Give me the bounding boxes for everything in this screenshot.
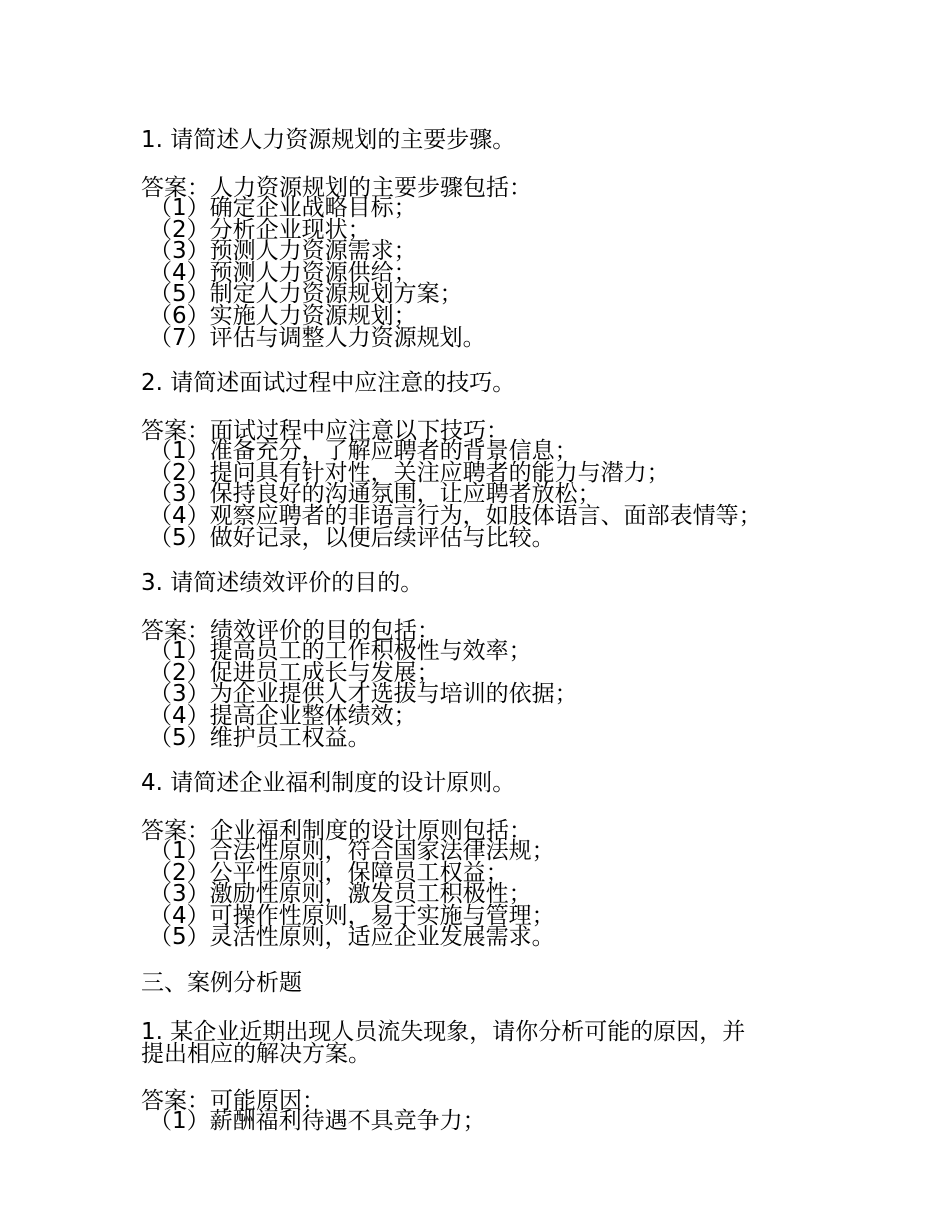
question-title: 4. 请简述企业福利制度的设计原则。 [141,770,516,797]
case-question-title [141,1019,800,1068]
answer-intro: 答案：企业福利制度的设计原则包括： [141,818,532,845]
answer-item: （5）做好记录，以便后续评估与比较。 [149,524,555,551]
answer-intro: 答案：绩效评价的目的包括： [141,618,440,645]
answer-intro: 答案：面试过程中应注意以下技巧： [141,418,509,445]
section-title: 三、案例分析题 [141,970,302,997]
question-block-2 [141,369,800,549]
answer-item: （4）预测人力资源供给； [149,259,417,286]
answer-block [141,1088,800,1135]
answer-item: （3）为企业提供人才选拔与培训的依据； [149,681,578,708]
answer-item: （1）薪酬福利待遇不具竞争力； [149,1108,486,1135]
answer-item: （1）提高员工的工作积极性与效率； [149,638,532,665]
answer-item: （5）维护员工权益。 [149,724,371,751]
answer-block [141,175,800,351]
answer-item: （4）观察应聘者的非语言行为，如肢体语言、面部表情等； [149,502,762,529]
answer-item: （5）灵活性原则，适应企业发展需求。 [149,924,555,951]
answer-item: （1）确定企业战略目标； [149,195,417,221]
answer-item: （7）评估与调整人力资源规划。 [149,324,486,351]
answer-item: （2）促进员工成长与发展； [149,659,440,686]
answer-intro: 答案：可能原因： [141,1088,325,1115]
answer-block [141,818,800,951]
answer-item: （1）合法性原则，符合国家法律法规； [149,838,555,865]
question-block-1 [141,126,800,349]
question-block-4 [141,769,800,949]
answer-item: （3）保持良好的沟通氛围，让应聘者放松； [149,481,601,508]
answer-item: （2）分析企业现状； [149,216,371,243]
answer-intro: 答案：人力资源规划的主要步骤包括： [141,175,532,201]
case-question-block [141,1021,800,1133]
answer-item: （4）提高企业整体绩效； [149,702,417,729]
answer-block [141,418,800,551]
answer-item: （6）实施人力资源规划； [149,302,417,329]
answer-item: （3）激励性原则，激发员工积极性； [149,881,532,908]
answer-item: （2）提问具有针对性，关注应聘者的能力与潜力； [149,459,670,486]
case-question-line: 1. 某企业近期出现人员流失现象，请你分析可能的原因，并 [141,1019,746,1046]
answer-item: （2）公平性原则，保障员工权益； [149,859,509,886]
answer-item: （4）可操作性原则，易于实施与管理； [149,902,555,929]
question-title: 1. 请简述人力资源规划的主要步骤。 [141,127,516,153]
question-title: 2. 请简述面试过程中应注意的技巧。 [141,370,516,397]
answer-item: （5）制定人力资源规划方案； [149,281,463,308]
case-question-line: 提出相应的解决方案。 [141,1041,371,1068]
question-block-3 [141,569,800,749]
answer-block [141,618,800,751]
question-title: 3. 请简述绩效评价的目的。 [141,570,424,597]
answer-item: （3）预测人力资源需求； [149,238,417,265]
answer-item: （1）准备充分，了解应聘者的背景信息； [149,438,578,465]
